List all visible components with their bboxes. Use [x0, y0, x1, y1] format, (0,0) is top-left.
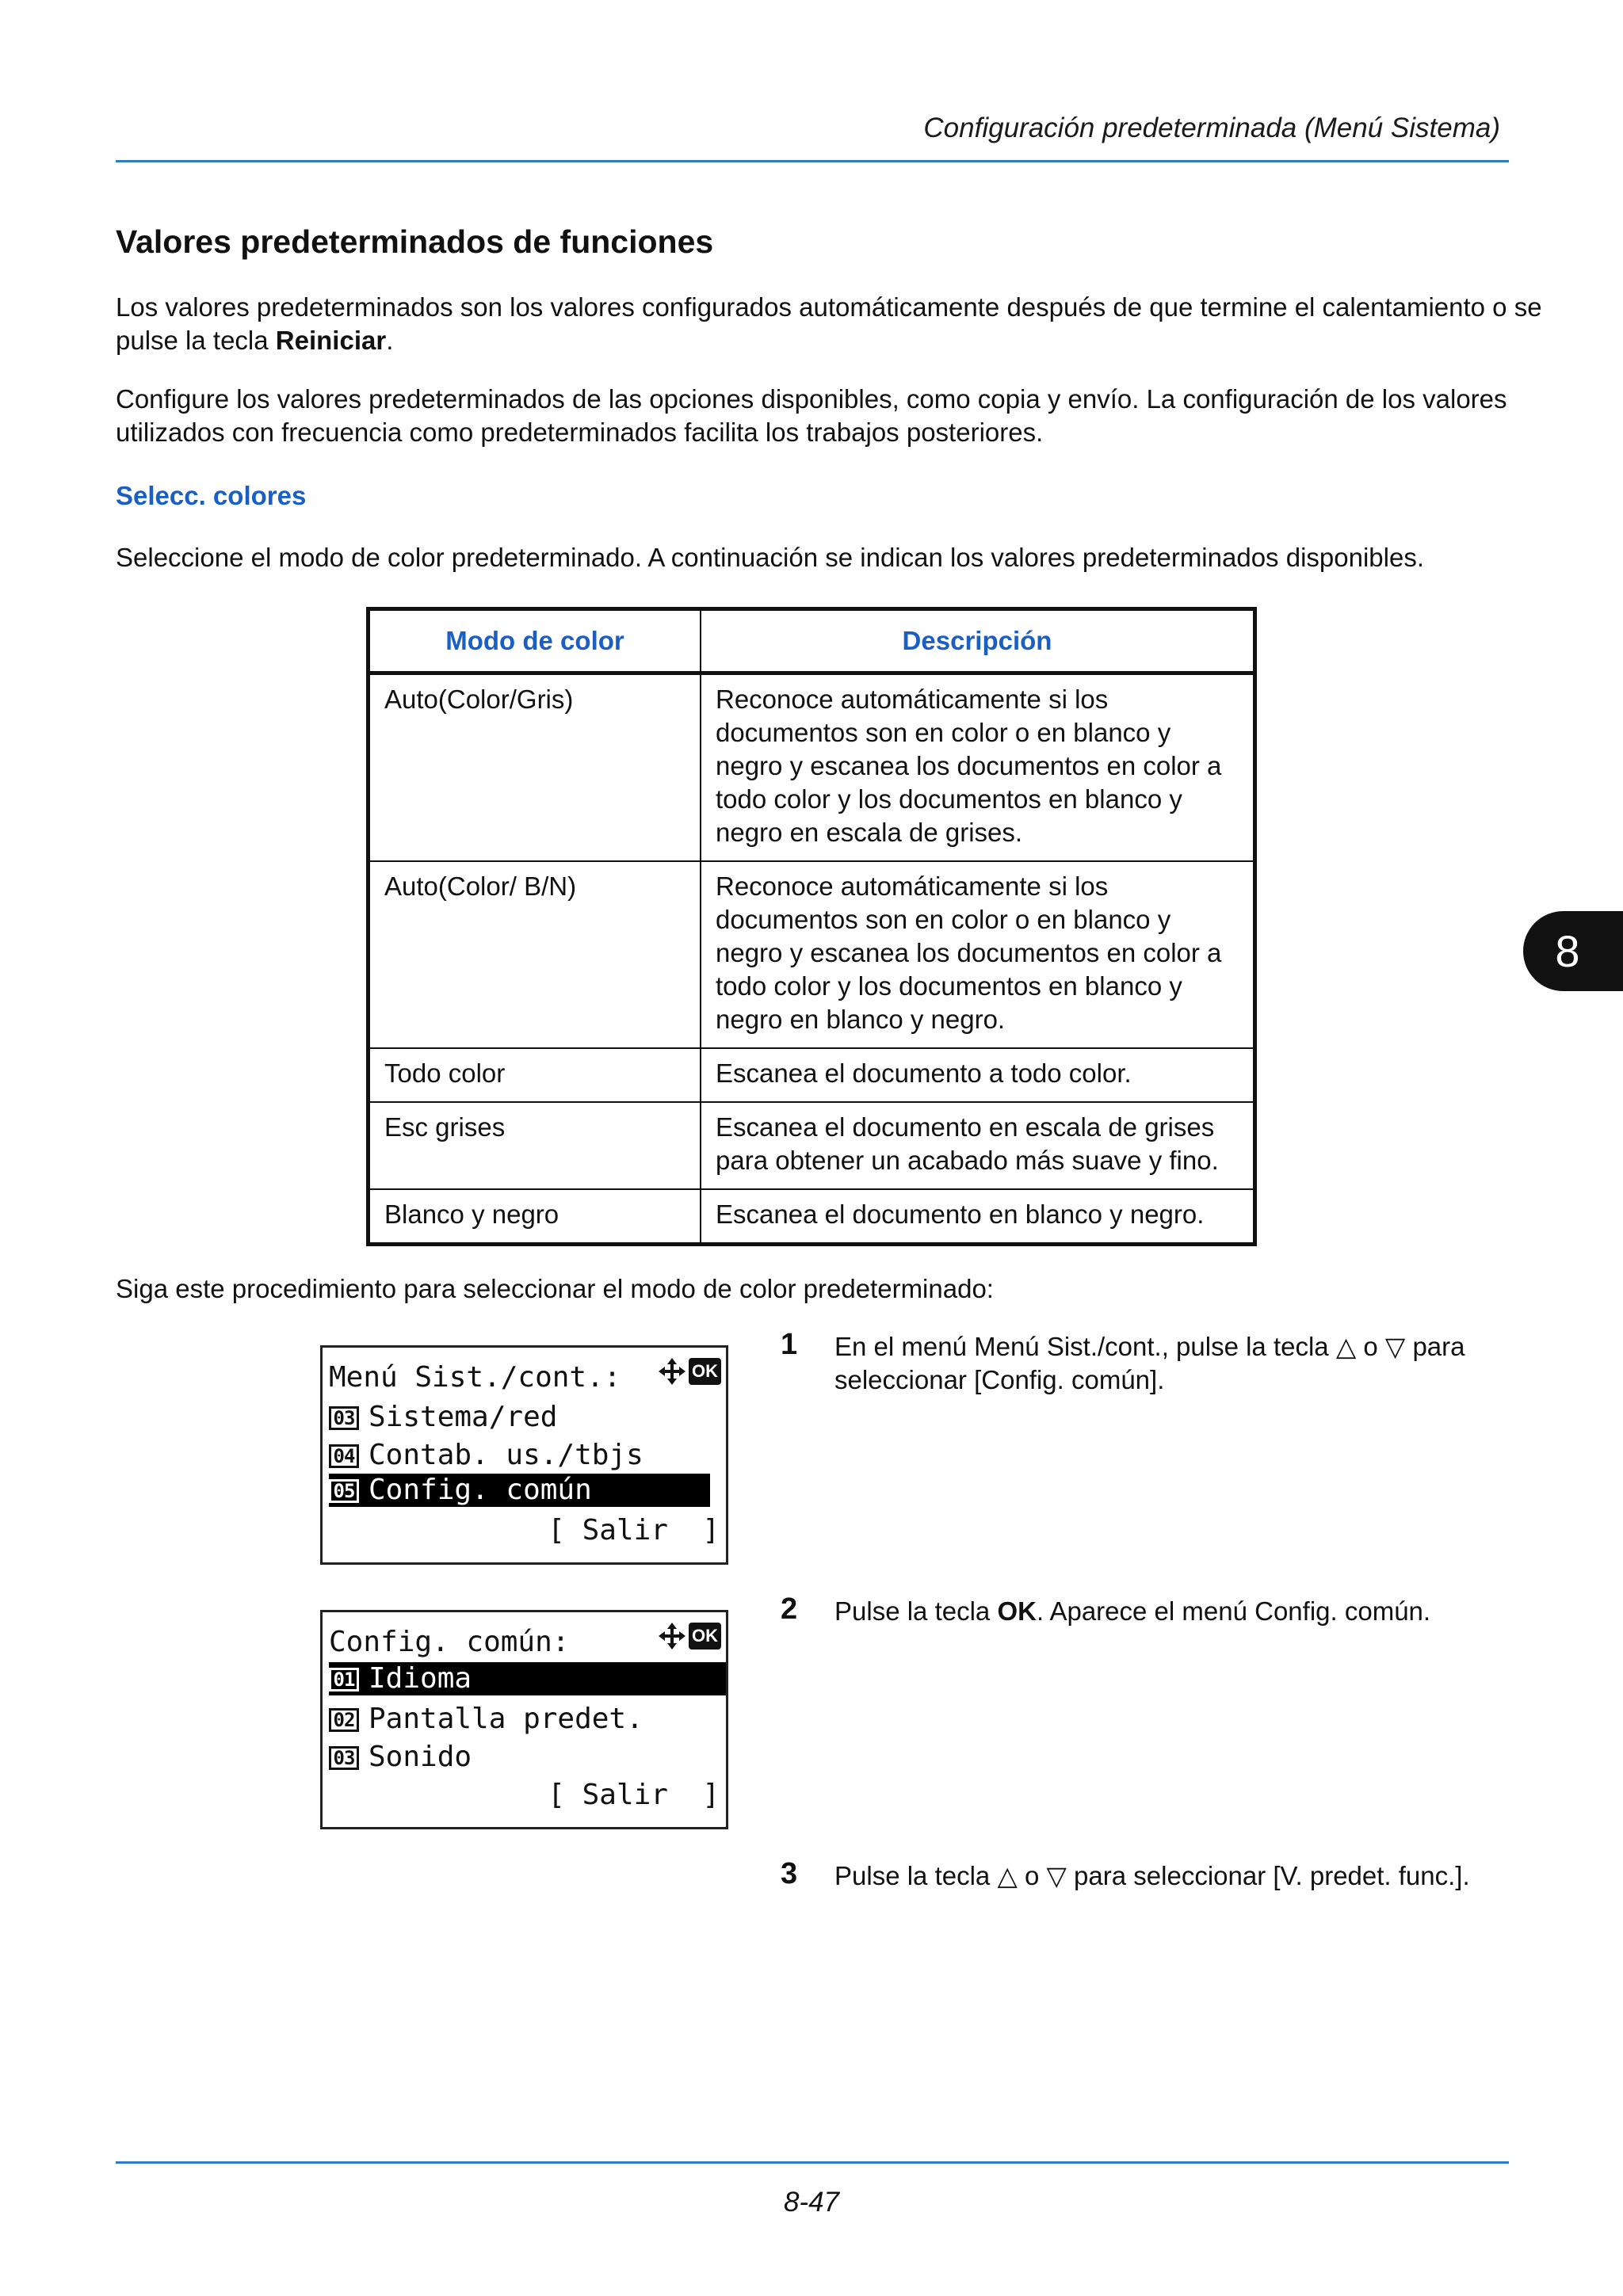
mode-cell: Blanco y negro: [369, 1189, 701, 1245]
lcd-nav-indicator: [657, 1356, 721, 1387]
table-row: [369, 861, 1255, 1048]
running-header: Configuración predeterminada (Menú Sistema): [923, 113, 1500, 143]
description-cell: Reconoce automáticamente si los documentos son en color o en blanco y negro y escanea los documentos en color a todo color y los documentos en blanco y negro en blanco y negro.: [701, 861, 1255, 1048]
mode-cell: Auto(Color/Gris): [369, 673, 701, 862]
selection-paragraph: Seleccione el modo de color predeterminado. A continuación se indican los valores predeterminados disponibles.: [116, 543, 1424, 572]
table-row: [369, 1102, 1255, 1189]
lcd-panel-config-comun: [320, 1610, 728, 1829]
item-number: 05: [329, 1479, 359, 1503]
lcd-menu-item-selected: 01 Idioma: [329, 1662, 726, 1695]
lcd-panel-menu-sistema: [320, 1345, 728, 1565]
description-cell: Reconoce automáticamente si los documentos son en color o en blanco y negro y escanea los documentos en color a todo color y los documentos en blanco y negro en escala de grises.: [701, 673, 1255, 862]
table-row: [369, 1048, 1255, 1102]
intro-paragraph: Los valores predeterminados son los valores configurados automáticamente después de que termine el calentamiento o se pulse la tecla Reiniciar.: [116, 292, 1542, 355]
reiniciar-key: Reiniciar: [275, 326, 387, 355]
description-cell: Escanea el documento en blanco y negro.: [701, 1189, 1255, 1245]
item-number: 03: [329, 1406, 359, 1430]
item-number: 01: [329, 1668, 359, 1691]
description-cell: Escanea el documento a todo color.: [701, 1048, 1255, 1102]
ok-key-label: OK: [997, 1596, 1037, 1626]
four-way-arrow-icon: [657, 1356, 687, 1386]
table-row: [369, 1189, 1255, 1245]
ok-key-icon: OK: [689, 1623, 721, 1650]
mode-cell: Auto(Color/ B/N): [369, 861, 701, 1048]
step-number: 3: [781, 1857, 798, 1890]
step-text: Pulse la tecla OK. Aparece el menú Config. común.: [834, 1596, 1431, 1626]
lcd-menu-item-selected: 05 Config. común: [329, 1474, 710, 1507]
table-row: [369, 673, 1255, 862]
section-title: Valores predeterminados de funciones: [116, 223, 714, 260]
item-number: 02: [329, 1708, 359, 1732]
procedure-intro: Siga este procedimiento para seleccionar el modo de color predeterminado:: [116, 1274, 994, 1303]
item-number: 03: [329, 1746, 359, 1770]
lcd-softkey-salir: [ Salir ]: [548, 1514, 720, 1547]
mode-cell: Esc grises: [369, 1102, 701, 1189]
item-number: 04: [329, 1444, 359, 1468]
lcd-menu-item: 03 Sonido: [329, 1741, 720, 1774]
header-rule: [116, 160, 1509, 162]
lcd-title: Menú Sist./cont.:: [329, 1361, 621, 1394]
lcd-menu-item: 04 Contab. us./tbjs: [329, 1439, 720, 1472]
lcd-softkey-salir: [ Salir ]: [548, 1779, 720, 1811]
lcd-menu-item: 03 Sistema/red: [329, 1401, 720, 1434]
chapter-tab: 8: [1523, 911, 1623, 991]
column-header-mode: Modo de color: [369, 609, 701, 673]
column-header-description: Descripción: [701, 609, 1255, 673]
footer-rule: [116, 2161, 1509, 2164]
mode-cell: Todo color: [369, 1048, 701, 1102]
subheading-selecc-colores: Selecc. colores: [116, 481, 307, 510]
config-paragraph: Configure los valores predeterminados de las opciones disponibles, como copia y envío. La configuración de los valores utilizados con frecuencia como predeterminados facilita los trabajos posteriores.: [116, 384, 1507, 447]
ok-key-icon: OK: [689, 1358, 721, 1385]
step-number: 1: [781, 1328, 798, 1361]
page-number: 8-47: [783, 2187, 840, 2218]
lcd-title: Config. común:: [329, 1626, 570, 1658]
description-cell: Escanea el documento en escala de grises para obtener un acabado más suave y fino.: [701, 1102, 1255, 1189]
step-number: 2: [781, 1592, 798, 1626]
four-way-arrow-icon: [657, 1621, 687, 1651]
table-header-row: [369, 609, 1255, 673]
color-mode-table: [366, 607, 1257, 1246]
lcd-menu-item: 02 Pantalla predet.: [329, 1703, 720, 1736]
step-text: En el menú Menú Sist./cont., pulse la tecla △ o ▽ para seleccionar [Config. común].: [834, 1332, 1465, 1394]
step-text: Pulse la tecla △ o ▽ para seleccionar [V. predet. func.].: [834, 1861, 1470, 1890]
lcd-nav-indicator: [657, 1620, 721, 1652]
